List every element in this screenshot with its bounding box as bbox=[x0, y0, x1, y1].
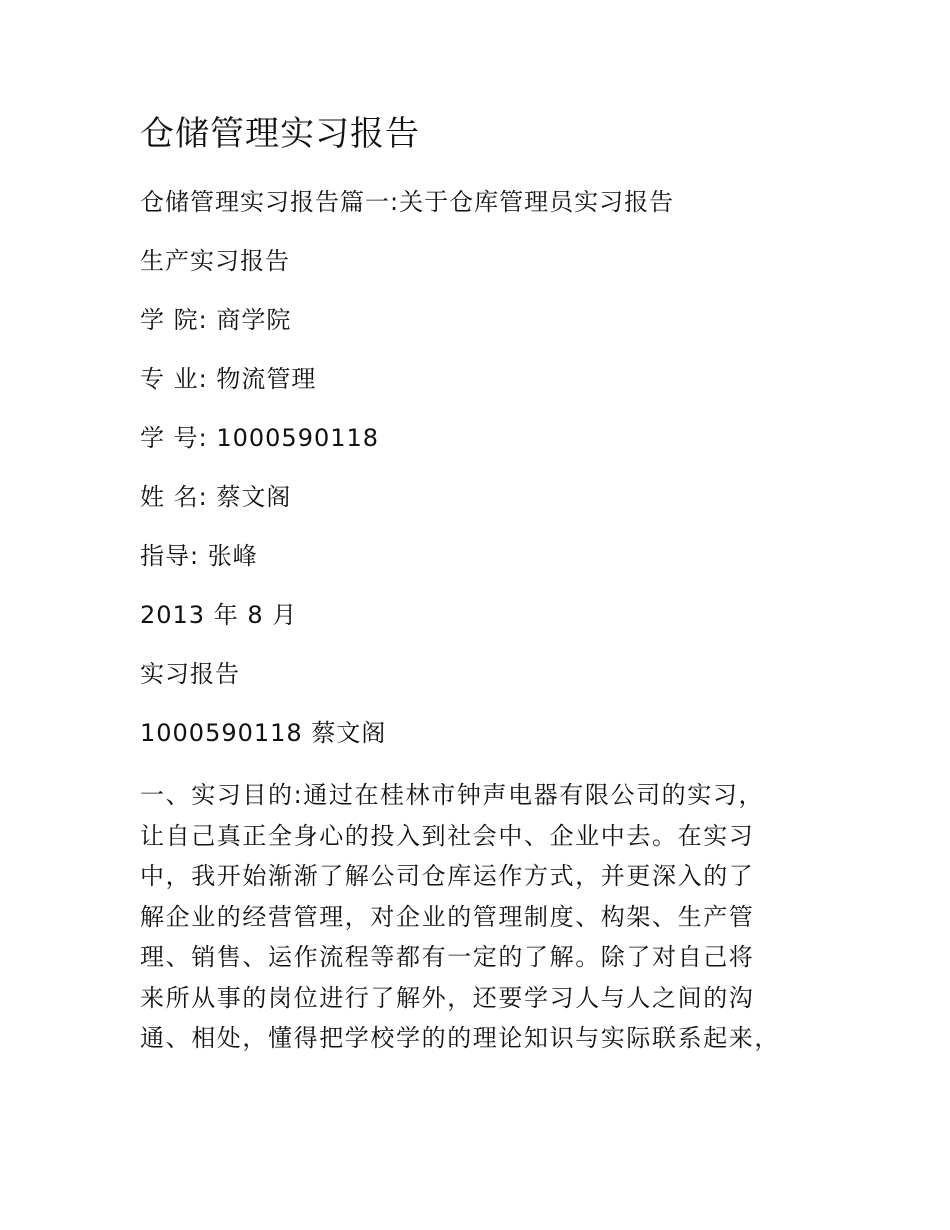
paragraph-line: 解企业的经营管理，对企业的管理制度、构架、生产管 bbox=[140, 902, 755, 931]
paragraph-line: 一、实习目的:通过在桂林市钟声电器有限公司的实习， bbox=[140, 781, 765, 809]
paragraph-line: 理、销售、运作流程等都有一定的了解。除了对自己将 bbox=[140, 943, 755, 971]
report-type-line: 生产实习报告 bbox=[140, 247, 290, 275]
paragraph-line: 通、相处，懂得把学校学的的理论知识与实际联系起来， bbox=[140, 1024, 780, 1052]
paragraph-line: 中，我开始渐渐了解公司仓库运作方式，并更深入的了 bbox=[140, 862, 755, 890]
paragraph-line: 来所从事的岗位进行了解外，还要学习人与人之间的沟 bbox=[140, 983, 755, 1012]
student-id-line: 学 号: 1000590118 bbox=[140, 424, 380, 452]
major-line: 专 业: 物流管理 bbox=[140, 365, 317, 393]
student-name-line: 姓 名: 蔡文阁 bbox=[140, 483, 292, 511]
subtitle-line: 仓储管理实习报告篇一:关于仓库管理员实习报告 bbox=[140, 188, 675, 216]
paragraph-line: 让自己真正全身心的投入到社会中、企业中去。在实习 bbox=[140, 821, 755, 850]
date-line: 2013 年 8 月 bbox=[140, 601, 298, 629]
document-title: 仓储管理实习报告 bbox=[140, 114, 420, 154]
id-name-line: 1000590118 蔡文阁 bbox=[140, 719, 387, 747]
advisor-line: 指导: 张峰 bbox=[140, 542, 258, 570]
body-paragraph bbox=[140, 775, 820, 1059]
section-heading: 实习报告 bbox=[140, 660, 240, 688]
college-line: 学 院: 商学院 bbox=[140, 306, 292, 334]
